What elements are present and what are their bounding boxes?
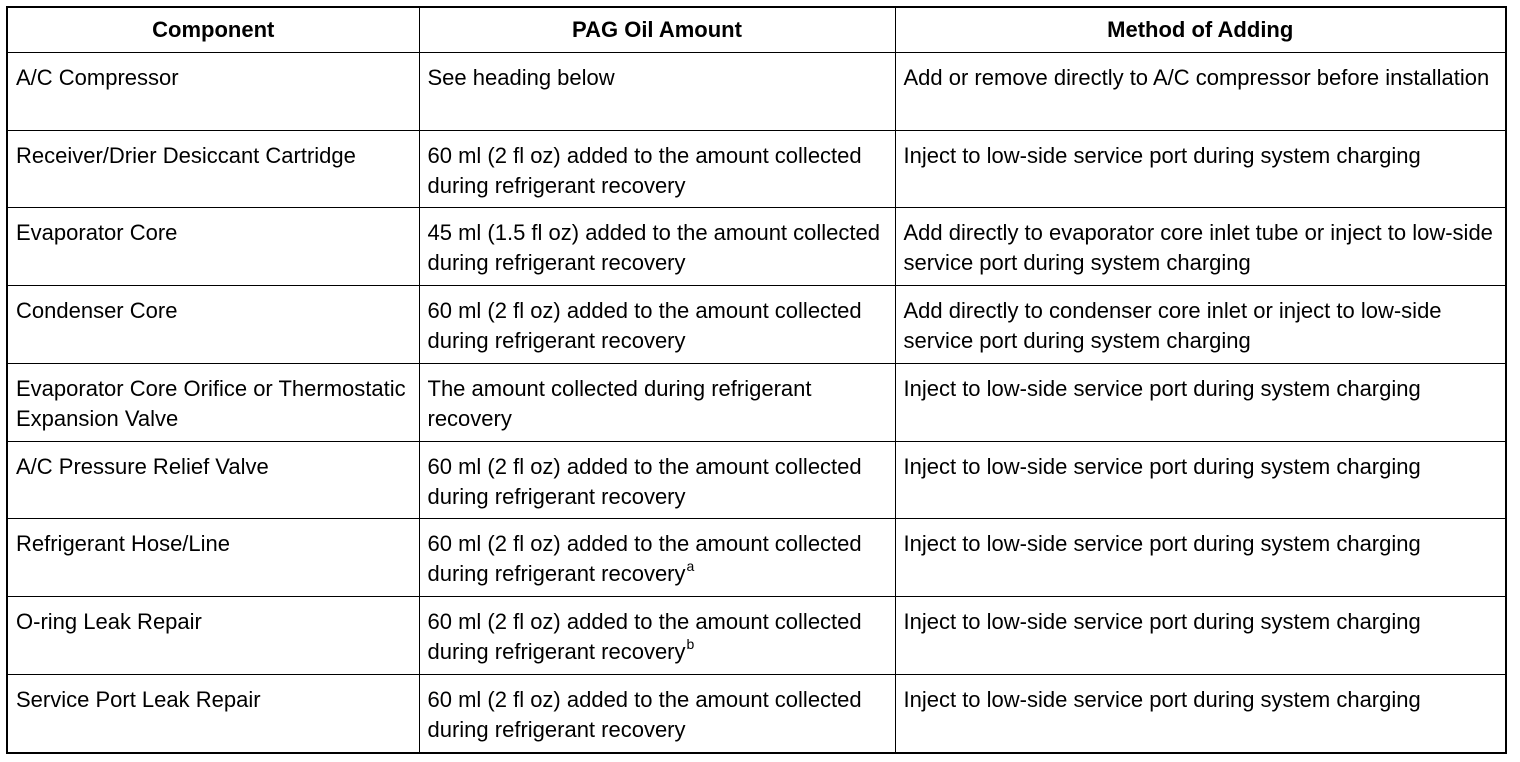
- cell-component: Evaporator Core: [8, 208, 419, 286]
- cell-component: Refrigerant Hose/Line: [8, 519, 419, 597]
- cell-method: Inject to low-side service port during system charging: [895, 363, 1505, 441]
- amount-text: 60 ml (2 fl oz) added to the amount collected during refrigerant recovery: [427, 142, 862, 198]
- pag-oil-table: [8, 8, 1505, 752]
- cell-method: Inject to low-side service port during system charging: [895, 441, 1505, 519]
- amount-text: 60 ml (2 fl oz) added to the amount collected during refrigerant recovery: [427, 298, 862, 354]
- cell-amount: [419, 674, 895, 752]
- cell-method: Inject to low-side service port during system charging: [895, 519, 1505, 597]
- column-header-component: Component: [8, 8, 419, 53]
- amount-text: 60 ml (2 fl oz) added to the amount collected during refrigerant recovery: [427, 453, 862, 509]
- cell-method: Add directly to evaporator core inlet tube or inject to low-side service port during system charging: [895, 208, 1505, 286]
- cell-method: Add directly to condenser core inlet or inject to low-side service port during system charging: [895, 286, 1505, 364]
- table-row: [8, 208, 1505, 286]
- amount-text: 45 ml (1.5 fl oz) added to the amount collected during refrigerant recovery: [427, 220, 880, 276]
- pag-oil-table-frame: [6, 6, 1507, 754]
- cell-component: A/C Pressure Relief Valve: [8, 441, 419, 519]
- footnote-marker: b: [686, 635, 695, 652]
- amount-text: 60 ml (2 fl oz) added to the amount collected during refrigerant recovery: [427, 531, 862, 587]
- column-header-pag-oil-amount: PAG Oil Amount: [419, 8, 895, 53]
- table-row: [8, 130, 1505, 208]
- cell-component: A/C Compressor: [8, 53, 419, 131]
- table-row: [8, 597, 1505, 675]
- cell-component: Evaporator Core Orifice or Thermostatic Expansion Valve: [8, 363, 419, 441]
- cell-component: Condenser Core: [8, 286, 419, 364]
- cell-method: Inject to low-side service port during system charging: [895, 597, 1505, 675]
- table-header-row: [8, 8, 1505, 53]
- cell-amount: [419, 130, 895, 208]
- column-header-method-of-adding: Method of Adding: [895, 8, 1505, 53]
- cell-amount: [419, 53, 895, 131]
- table-row: [8, 441, 1505, 519]
- cell-amount: [419, 519, 895, 597]
- cell-method: Inject to low-side service port during system charging: [895, 130, 1505, 208]
- cell-method: Add or remove directly to A/C compressor before installation: [895, 53, 1505, 131]
- cell-amount: [419, 286, 895, 364]
- cell-amount: [419, 208, 895, 286]
- cell-amount: [419, 441, 895, 519]
- cell-amount: [419, 363, 895, 441]
- table-row: [8, 519, 1505, 597]
- amount-text: The amount collected during refrigerant recovery: [427, 375, 812, 431]
- cell-component: O-ring Leak Repair: [8, 597, 419, 675]
- amount-text: 60 ml (2 fl oz) added to the amount collected during refrigerant recovery: [427, 609, 862, 665]
- amount-text: 60 ml (2 fl oz) added to the amount collected during refrigerant recovery: [427, 686, 862, 742]
- table-row: [8, 286, 1505, 364]
- cell-amount: [419, 597, 895, 675]
- cell-component: Receiver/Drier Desiccant Cartridge: [8, 130, 419, 208]
- footnote-marker: a: [686, 557, 695, 574]
- table-row: [8, 363, 1505, 441]
- cell-method: Inject to low-side service port during system charging: [895, 674, 1505, 752]
- table-row: [8, 53, 1505, 131]
- amount-text: See heading below: [427, 65, 615, 90]
- table-row: [8, 674, 1505, 752]
- cell-component: Service Port Leak Repair: [8, 674, 419, 752]
